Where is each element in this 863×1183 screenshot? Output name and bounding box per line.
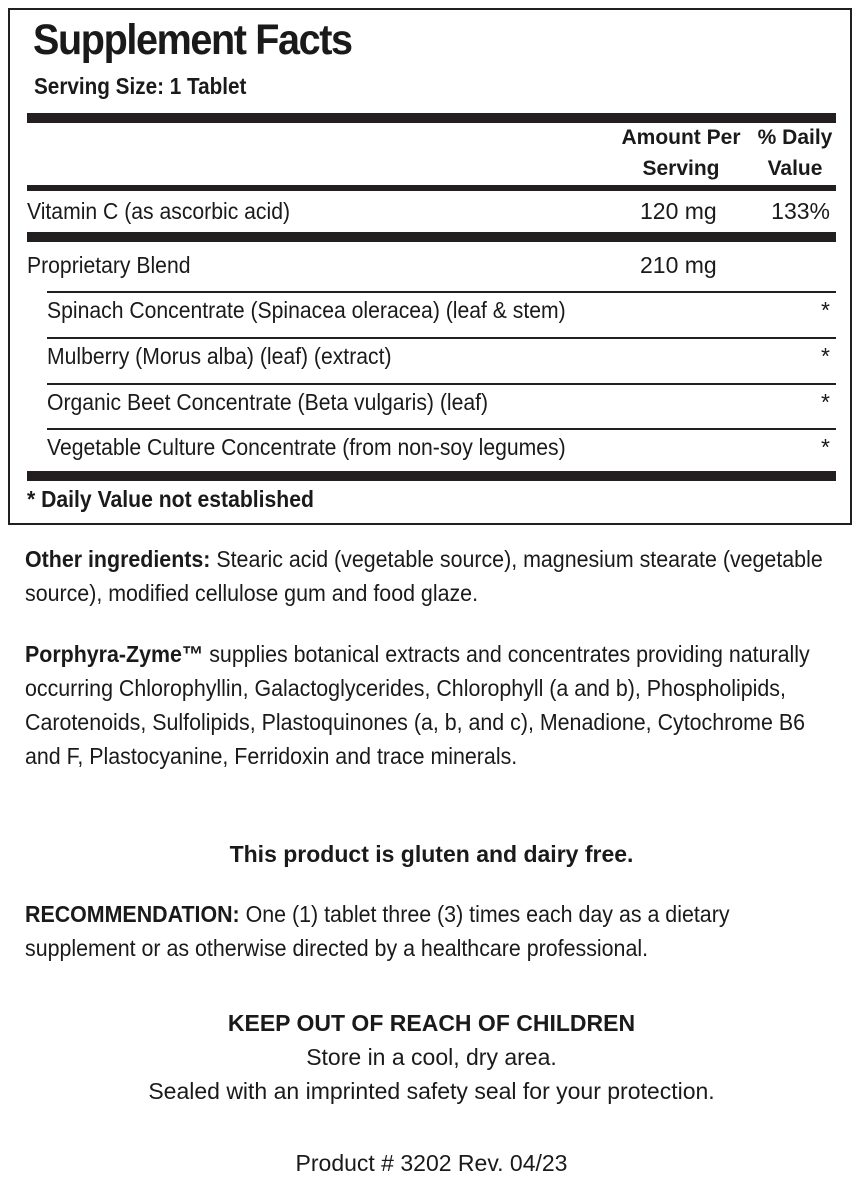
nutrient-amount: 120 mg: [640, 198, 717, 224]
gluten-dairy-free: This product is gluten and dairy free.: [229, 841, 634, 867]
recommendation: [25, 897, 845, 965]
amount-per-serving-header: [613, 122, 749, 184]
supplement-facts-panel: [8, 8, 852, 525]
other-ingredients: [25, 542, 845, 610]
daily-value-header: [750, 122, 840, 184]
dv-header-line1: % Daily: [757, 126, 833, 149]
blend-amount: 210 mg: [640, 252, 717, 278]
ingredient-name: Vegetable Culture Concentrate (from non-soy legumes): [47, 434, 566, 460]
ingredient-name: Spinach Concentrate (Spinacea oleracea) (leaf & stem): [47, 297, 566, 323]
ingredient-dv: *: [821, 389, 830, 415]
ingredient-name: Mulberry (Morus alba) (leaf) (extract): [47, 343, 392, 369]
safety-seal-note: Sealed with an imprinted safety seal for your protection.: [148, 1078, 715, 1104]
ingredient-dv: *: [821, 343, 830, 369]
nutrient-name: Vitamin C (as ascorbic acid): [27, 198, 291, 224]
facts-title: Supplement Facts: [33, 16, 352, 64]
divider-bottom: [27, 471, 836, 481]
dv-header-line2: Value: [767, 157, 823, 180]
blend-name: Proprietary Blend: [27, 252, 191, 278]
other-ingredients-label: Other ingredients:: [25, 546, 211, 572]
ingredient-dv: *: [821, 434, 830, 460]
recommendation-label: RECOMMENDATION:: [25, 901, 240, 927]
ingredient-name: Organic Beet Concentrate (Beta vulgaris) (leaf): [47, 389, 489, 415]
divider-header: [27, 185, 836, 191]
row-rule: [47, 383, 836, 385]
other-ingredients-text: Stearic acid (vegetable source), magnesium stearate (vegetable source), modified cellulose gum and food glaze.: [25, 546, 823, 606]
daily-value-footnote: * Daily Value not established: [27, 486, 314, 512]
product-number: Product # 3202 Rev. 04/23: [295, 1150, 568, 1176]
porphyra-zyme-description: [25, 637, 845, 773]
amount-header-line2: Serving: [642, 157, 720, 180]
porphyra-label: Porphyra-Zyme™: [25, 641, 204, 667]
nutrient-daily-value: 133%: [771, 198, 830, 224]
serving-size: Serving Size: 1 Tablet: [34, 73, 247, 99]
row-rule: [47, 428, 836, 430]
row-rule: [47, 337, 836, 339]
storage-instructions: Store in a cool, dry area.: [306, 1044, 557, 1070]
amount-header-line1: Amount Per: [621, 126, 741, 149]
divider-vitamins: [27, 232, 836, 242]
row-rule: [47, 291, 836, 293]
recommendation-text: One (1) tablet three (3) times each day as a dietary supplement or as otherwise directed by a healthcare professional.: [25, 901, 730, 961]
porphyra-text: supplies botanical extracts and concentrates providing naturally occurring Chlorophyllin, Galactoglycerides, Chlorophyll (a and b), Phospholipids, Carotenoids, Sulfolipids, Plastoquinones (a, b, and c), Menadione, Cytochrome B6 and F, Plastocyanine, Ferridoxin and trace minerals.: [25, 641, 810, 769]
ingredient-dv: *: [821, 297, 830, 323]
children-warning: KEEP OUT OF REACH OF CHILDREN: [227, 1010, 636, 1036]
